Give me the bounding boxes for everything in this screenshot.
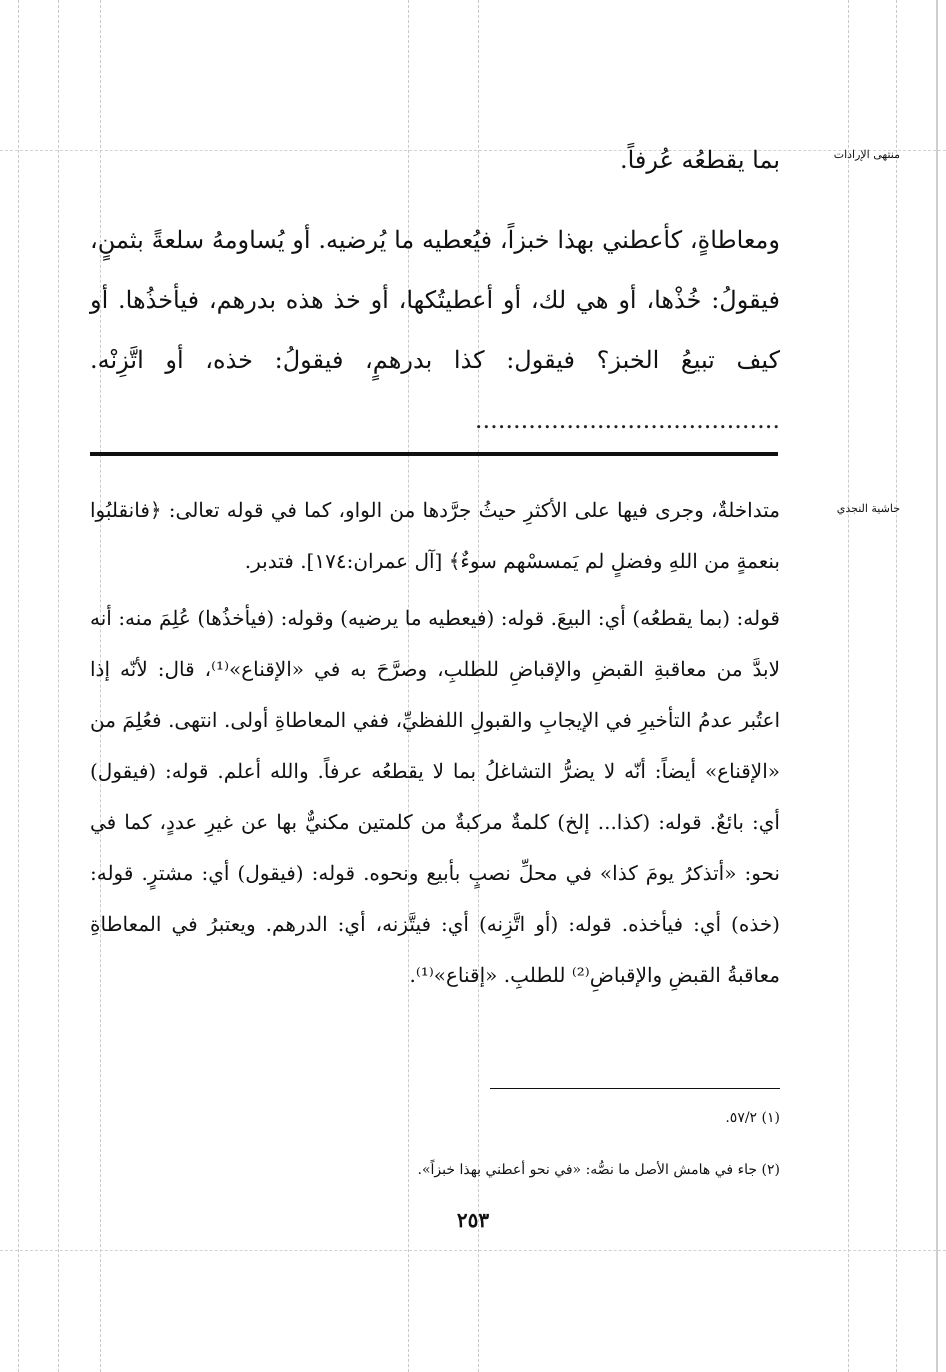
main-text-body: ومعاطاةٍ، كأعطني بهذا خبزاً، فيُعطيه ما يُرضيه. أو يُساومهُ سلعةً بثمنٍ، فيقولُ: خُذْها، أو هي لك، أو أعطيتُكها، أو خذ هذه بدرهم، فيأخذُها. أو كيف تبيعُ الخبز؟ فيقول: كذا بدرهمٍ، فيقولُ: خذه، أو اتَّزِنْه. — [90, 226, 780, 374]
main-text-first-line: بما يقطعُه عُرفاً. — [619, 146, 780, 174]
main-text-paragraph — [90, 210, 780, 450]
page-number: ٢٥٣ — [456, 1208, 490, 1232]
main-text-dots: ........................................ — [474, 406, 780, 434]
commentary-block — [90, 485, 780, 1001]
main-text-margin-label: منتهى الإرادات — [833, 148, 900, 161]
commentary-paragraph-2: قوله: (بما يقطعُه) أي: البيعَ. قوله: (فيعطيه ما يرضيه) وقوله: (فيأخذُها) عُلِمَ منه: أنه لابدَّ من معاقبةِ القبضِ والإقباضِ للطلبِ، وصرَّحَ به في «الإقناع»⁽¹⁾، قال: لأنّه إذا اعتُبر عدمُ التأخيرِ في الإيجابِ والقبولِ اللفظيِّ، ففي المعاطاةِ أولى. انتهى. فعُلِمَ من «الإقناع» أيضاً: أنّه لا يضرُّ التشاغلُ بما لا يقطعُه عرفاً. والله أعلم. قوله: (فيقول) أي: بائعٌ. قوله: (كذا... إلخ) كلمةٌ مركبةٌ من كلمتين مكنيٌّ بها عن غيرِ عددٍ، كما في نحو: «أتذكرُ يومَ كذا» في محلِّ نصبٍ بأبيع ونحوه. قوله: (فيقول) أي: مشترٍ. قوله: (خذه) أي: فيأخذه. قوله: (أو اتَّزِنه) أي: فيتَّزنه، أي: الدرهم. ويعتبرُ في المعاطاةِ معاقبةُ القبضِ والإقباضِ⁽²⁾ للطلبِ. «إقناع»⁽¹⁾. — [90, 606, 781, 987]
footnote-2: (٢) جاء في هامش الأصل ما نصُّه: «في نحو أعطني بهذا خبزاً». — [417, 1162, 780, 1178]
footnote-separator — [490, 1088, 780, 1089]
main-text-block — [90, 130, 780, 450]
commentary-margin-label: حاشية النجدي — [836, 502, 900, 515]
section-separator — [90, 452, 778, 456]
footnote-1: (١) ٥٧/٢. — [725, 1110, 780, 1126]
commentary-paragraph-1: متداخلةٌ، وجرى فيها على الأكثرِ حيثُ جرَّدها من الواو، كما في قوله تعالى: ﴿فانقلبُوا بنعمةٍ من اللهِ وفضلٍ لم يَمسسْهم سوءٌ﴾ [آل عمران:١٧٤]. فتدبر. — [90, 498, 780, 573]
